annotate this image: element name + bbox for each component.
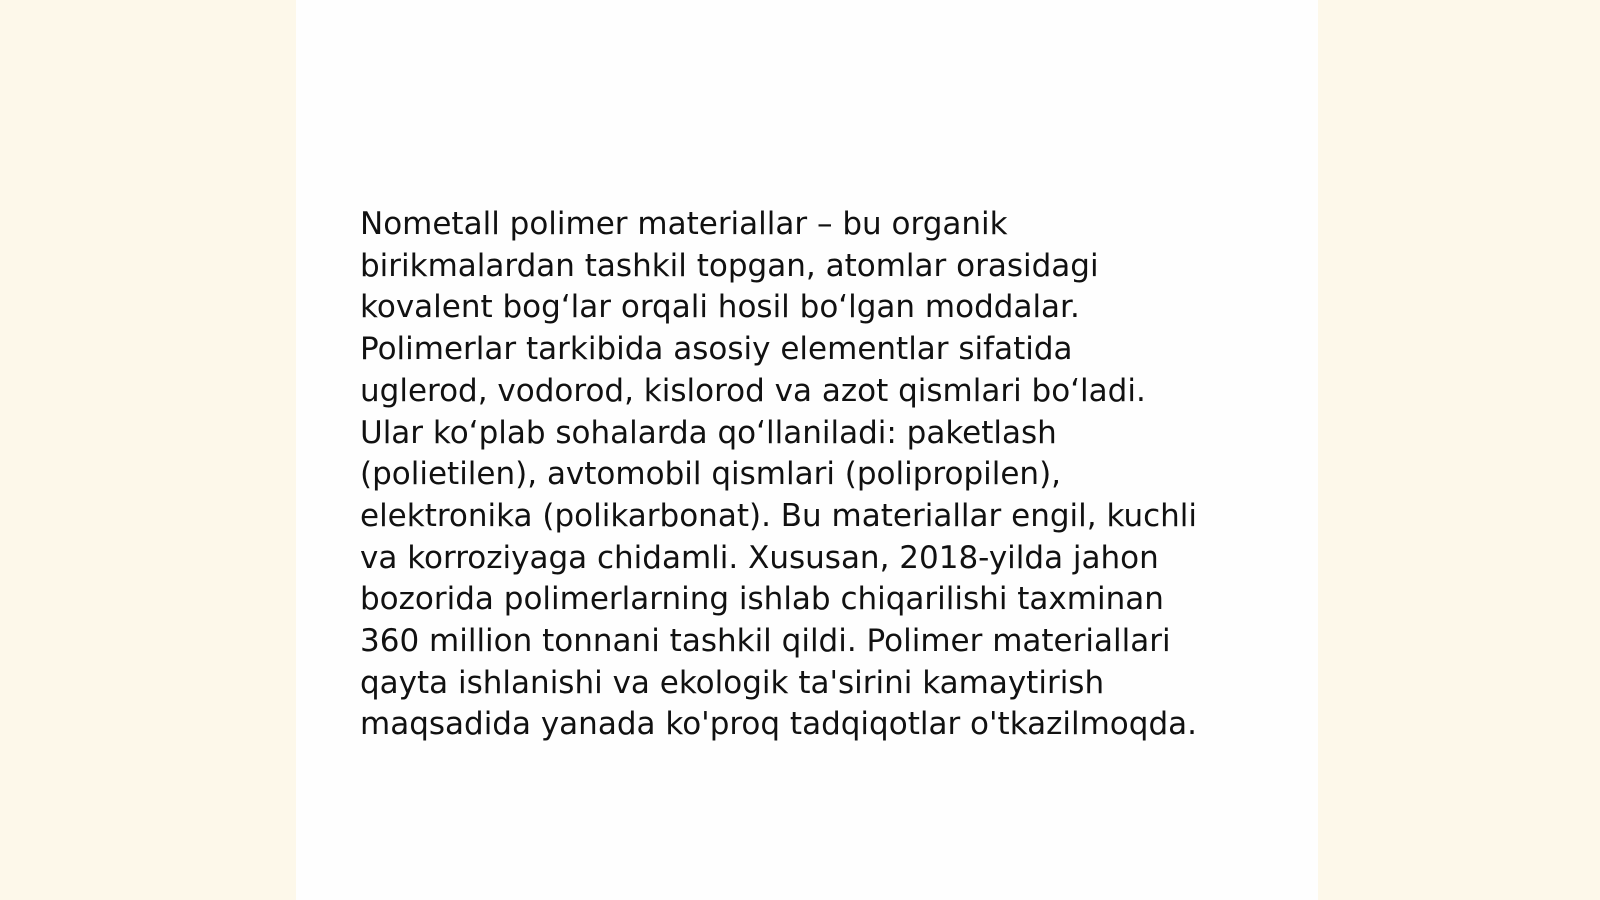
body-line: qayta ishlanishi va ekologik ta'sirini kamaytirish (360, 664, 1105, 701)
body-paragraph (360, 204, 1260, 746)
body-line: Nometall polimer materiallar – bu organik (360, 206, 1008, 242)
body-line: uglerod, vodorod, kislorod va azot qismlari boʻladi. (360, 372, 1146, 409)
body-line: Polimerlar tarkibida asosiy elementlar sifatida (360, 331, 1073, 368)
body-line: kovalent bogʻlar orqali hosil boʻlgan moddalar. (360, 289, 1080, 326)
body-line: elektronika (polikarbonat). Bu materiallar engil, kuchli (360, 497, 1198, 534)
body-line: bozorida polimerlarning ishlab chiqarilishi taxminan (360, 581, 1164, 618)
body-line: va korroziyaga chidamli. Xususan, 2018-yilda jahon (360, 539, 1159, 576)
body-line: Ular koʻplab sohalarda qoʻllaniladi: paketlash (360, 414, 1057, 451)
body-line: (polietilen), avtomobil qismlari (polipropilen), (360, 456, 1062, 493)
body-line: 360 million tonnani tashkil qildi. Polimer materiallari (360, 623, 1171, 660)
body-line: birikmalardan tashkil topgan, atomlar orasidagi (360, 247, 1099, 284)
slide-page (296, 0, 1318, 900)
body-line: maqsadida yanada ko'proq tadqiqotlar o'tkazilmoqda. (360, 706, 1197, 743)
